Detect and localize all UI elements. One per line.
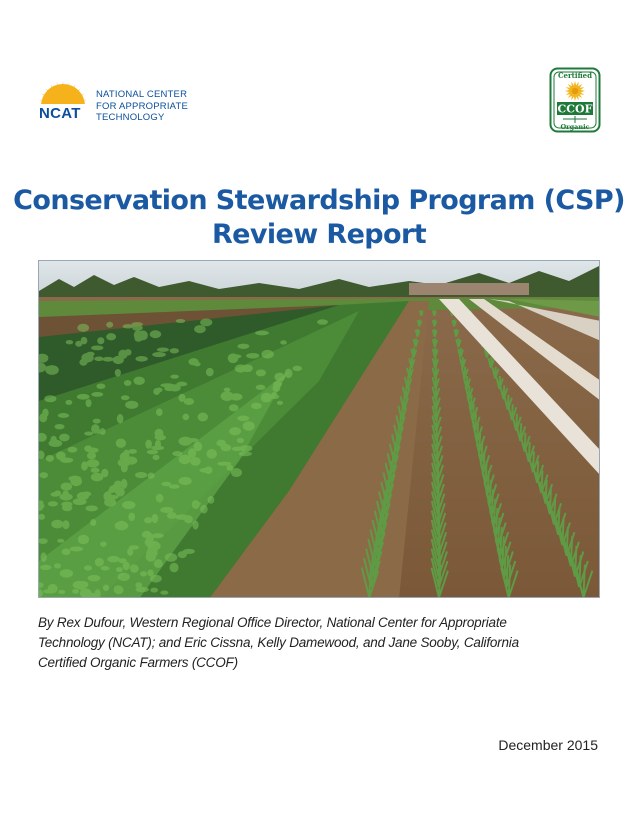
byline-line: By Rex Dufour, Western Regional Office Director, National Center for Appropriate: [38, 615, 507, 630]
title-line: Review Report: [211, 219, 426, 250]
cover-photo: [38, 260, 600, 598]
ncat-name-line: FOR APPROPRIATE: [96, 100, 189, 112]
ccof-seal: [549, 67, 601, 133]
ccof-sun-seal-icon: [549, 67, 601, 133]
crop-rows-photo: [39, 261, 600, 598]
byline: [38, 613, 598, 673]
ncat-logo: [37, 80, 197, 130]
ncat-full-name: [96, 89, 188, 124]
ncat-acronym: NCAT: [39, 105, 81, 122]
report-title: [0, 184, 638, 252]
byline-line: Technology (NCAT); and Eric Cissna, Kelly Damewood, and Jane Sooby, California: [38, 635, 519, 650]
seal-center-text: CCOF: [557, 102, 593, 116]
seal-top-text: Certified: [557, 71, 593, 80]
seal-bottom-text: Organic: [560, 123, 590, 131]
byline-line: Certified Organic Farmers (CCOF): [38, 655, 238, 670]
ncat-name-line: NATIONAL CENTER: [96, 89, 188, 100]
publication-date: December 2015: [498, 737, 598, 753]
title-line: Conservation Stewardship Program (CSP): [13, 185, 625, 216]
ncat-name-line: TECHNOLOGY: [96, 112, 165, 123]
